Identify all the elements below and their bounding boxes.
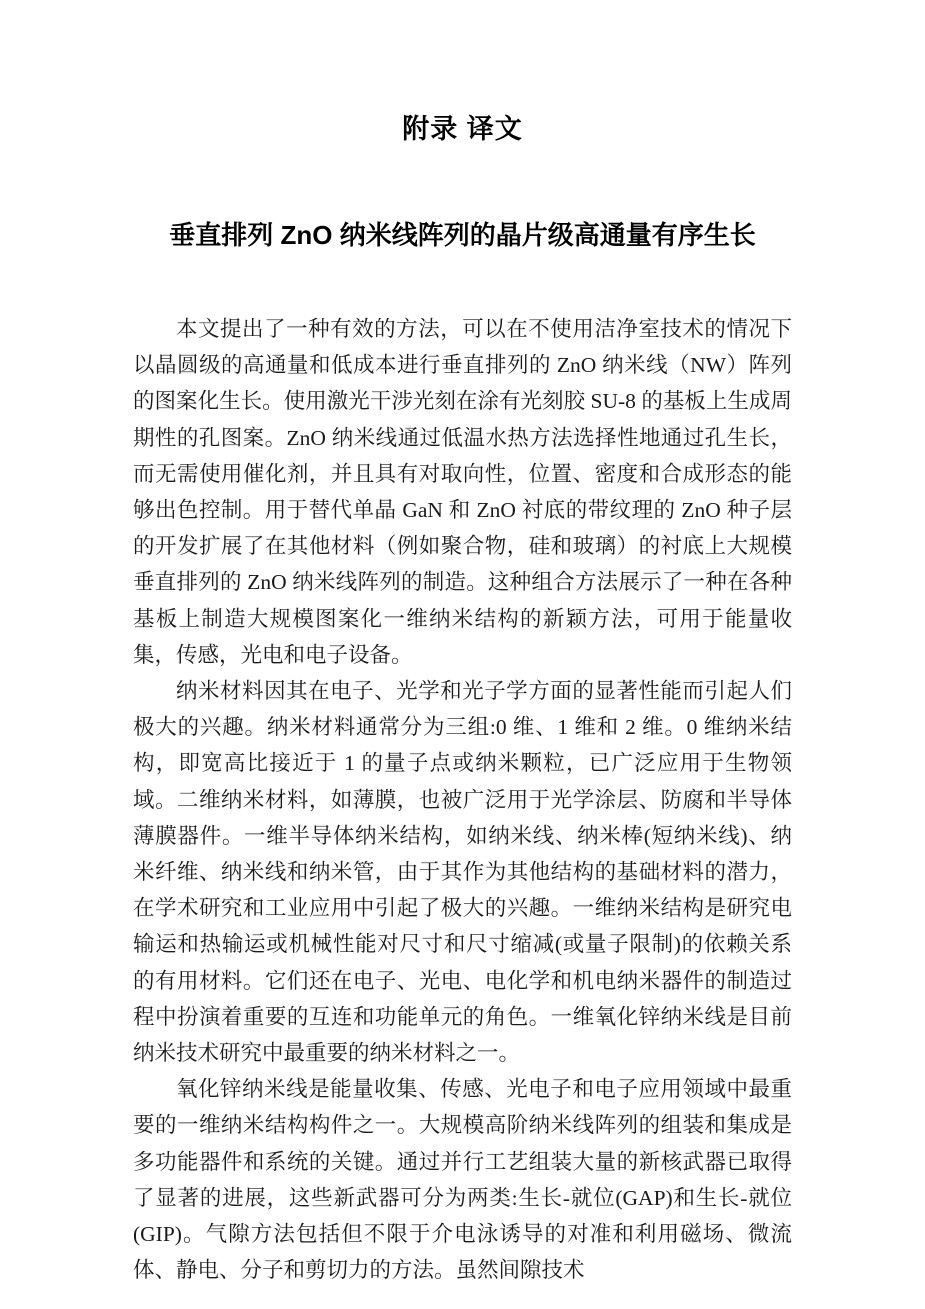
paragraph-abstract: 本文提出了一种有效的方法，可以在不使用洁净室技术的情况下以晶圆级的高通量和低成本进行垂直排列的 ZnO 纳米线（NW）阵列的图案化生长。使用激光干涉光刻在涂有光刻胶 SU-8 的基板上生成周期性的孔图案。ZnO 纳米线通过低温水热方法选择性地通过孔生长，而无需使用催化剂，并且具有对取向性，位置、密度和合成形态的能够出色控制。用于替代单晶 GaN 和 ZnO 衬底的带纹理的 ZnO 种子层的开发扩展了在其他材料（例如聚合物，硅和玻璃）的衬底上大规模垂直排列的 ZnO 纳米线阵列的制造。这种组合方法展示了一种在各种基板上制造大规模图案化一维纳米结构的新颖方法，可用于能量收集，传感，光电和电子设备。 [133,317,792,667]
appendix-title: 附录 译文 [402,114,523,144]
paragraph-nanomaterials-intro: 纳米材料因其在电子、光学和光子学方面的显著性能而引起人们极大的兴趣。纳米材料通常分为三组:0 维、1 维和 2 维。0 维纳米结构，即宽高比接近于 1 的量子点或纳米颗粒，已广泛应用于生物领域。二维纳米材料，如薄膜，也被广泛用于光学涂层、防腐和半导体薄膜器件。一维半导体纳米结构，如纳米线、纳米棒(短纳米线)、纳米纤维、纳米线和纳米管，由于其作为其他结构的基础材料的潜力，在学术研究和工业应用中引起了极大的兴趣。一维纳米结构是研究电输运和热输运或机械性能对尺寸和尺寸缩减(或量子限制)的依赖关系的有用材料。它们还在电子、光电、电化学和机电纳米器件的制造过程中扮演着重要的互连和功能单元的角色。一维氧化锌纳米线是目前纳米技术研究中最重要的纳米材料之一。 [133,679,792,1066]
document-body [133,311,792,1288]
paper-title: 垂直排列 ZnO 纳米线阵列的晶片级高通量有序生长 [169,220,756,250]
paragraph-zno-nanowire-assembly: 氧化锌纳米线是能量收集、传感、光电子和电子应用领域中最重要的一维纳米结构构件之一。大规模高阶纳米线阵列的组装和集成是多功能器件和系统的关键。通过并行工艺组装大量的新核武器已取得了显著的进展，这些新武器可分为两类:生长-就位(GAP)和生长-就位(GIP)。气隙方法包括但不限于介电泳诱导的对准和利用磁场、微流体、静电、分子和剪切力的方法。虽然间隙技术 [133,1077,792,1283]
